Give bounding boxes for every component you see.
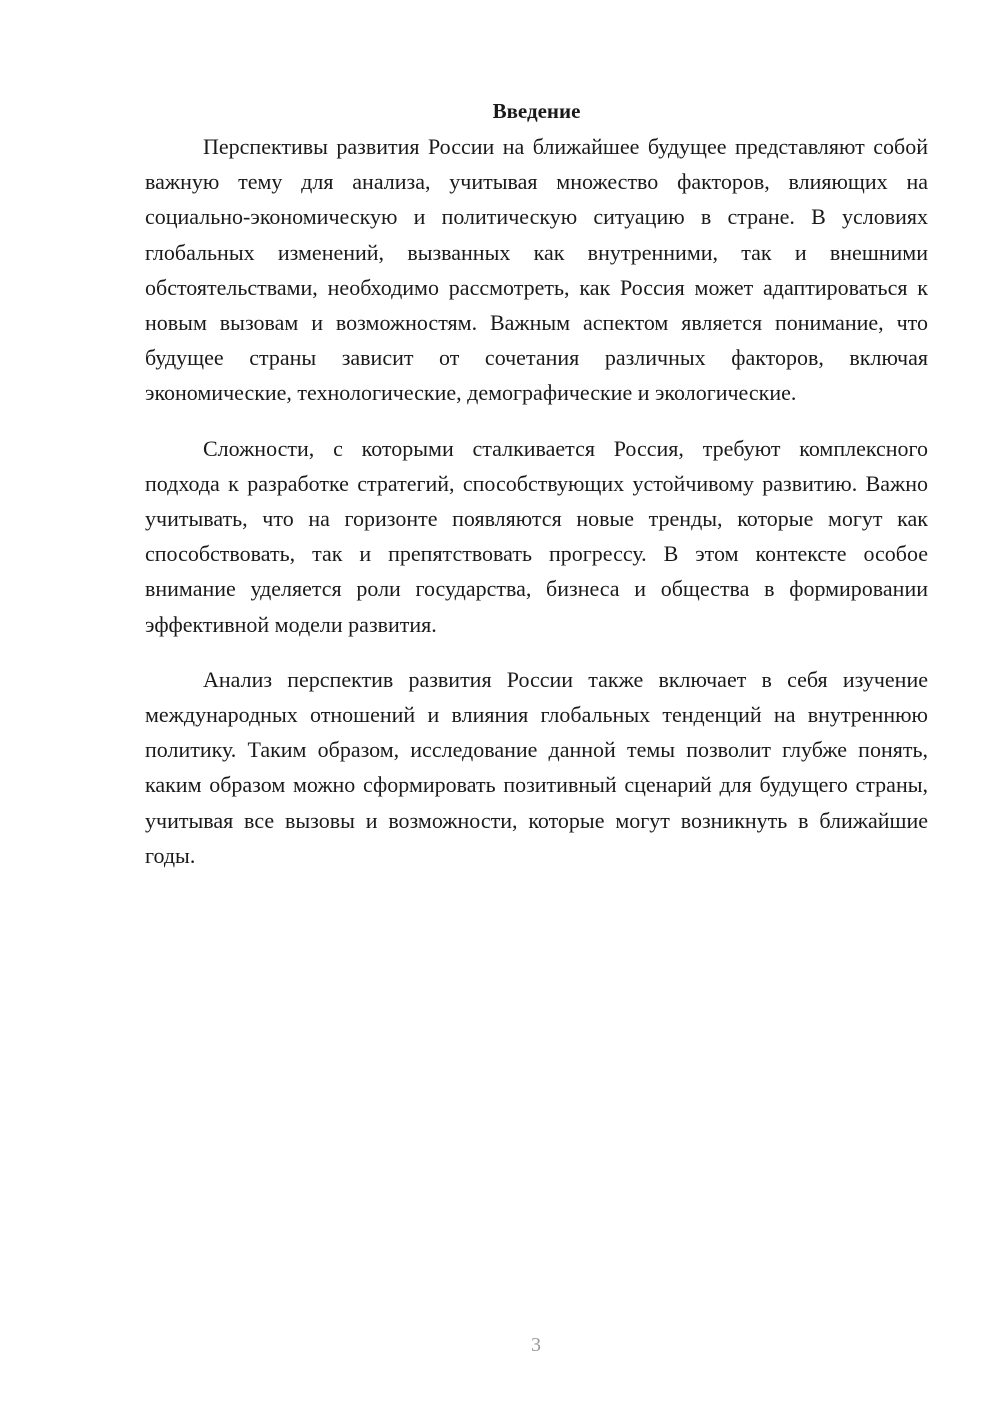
page-number: 3 (531, 1334, 541, 1356)
paragraph-1: Перспективы развития России на ближайшее будущее представляют собой важную тему для анализа, учитывая множество факторов, влияющих на социально-экономическую и политическую ситуацию в стране. В условиях глобальных изменений, вызванных как внутренними, так и внешними обстоятельствами, необходимо рассмотреть, как Россия может адаптироваться к новым вызовам и возможностям. Важным аспектом является понимание, что будущее страны зависит от сочетания различных факторов, включая экономические, технологические, демографические и экологические. (145, 134, 928, 406)
document-body (145, 96, 928, 893)
paragraph-3: Анализ перспектив развития России также включает в себя изучение международных отношений и влияния глобальных тенденций на внутреннюю политику. Таким образом, исследование данной темы позволит глубже понять, каким образом можно сформировать позитивный сценарий для будущего страны, учитывая все вызовы и возможности, которые могут возникнуть в ближайшие годы. (145, 666, 928, 868)
paragraph-2: Сложности, с которыми сталкивается Россия, требуют комплексного подхода к разработке стратегий, способствующих устойчивому развитию. Важно учитывать, что на горизонте появляются новые тренды, которые могут как способствовать, так и препятствовать прогрессу. В этом контексте особое внимание уделяется роли государства, бизнеса и общества в формировании эффективной модели развития. (145, 435, 928, 637)
section-title: Введение (492, 99, 581, 123)
